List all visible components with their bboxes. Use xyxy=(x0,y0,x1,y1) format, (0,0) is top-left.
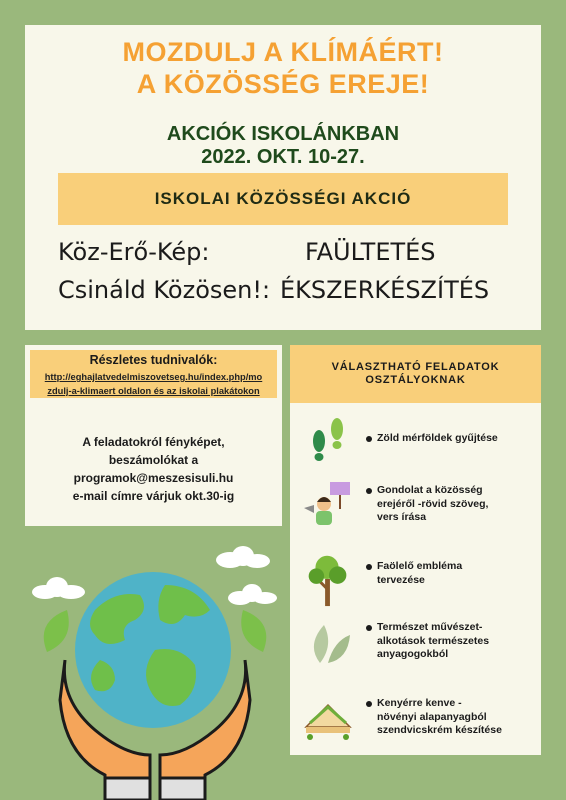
task-line: erejéről -rövid szöveg, xyxy=(377,497,489,510)
task-line: tervezése xyxy=(377,573,425,586)
header-panel xyxy=(25,25,541,330)
task-bullet xyxy=(366,701,372,707)
task-line: szendvicskrém készítése xyxy=(377,724,502,736)
leaf-icon xyxy=(302,617,354,669)
globe-icon xyxy=(75,572,231,728)
cloud-icon xyxy=(216,546,270,568)
banner-text: ISKOLAI KÖZÖSSÉGI AKCIÓ xyxy=(154,189,412,208)
title-line2: A KÖZÖSSÉG EREJE! xyxy=(136,69,430,99)
task-line: Természet művészet- xyxy=(377,621,483,633)
task-line: anyagogokból xyxy=(377,648,449,660)
footprints-icon xyxy=(302,413,354,465)
task-item xyxy=(302,480,538,540)
task-item xyxy=(302,413,538,465)
task-line: Faölelő embléma xyxy=(377,560,463,572)
row2-value: ÉKSZERKÉSZÍTÉS xyxy=(280,276,490,304)
info-body-email[interactable]: programok@meszesisuli.hu xyxy=(73,471,234,485)
task-line: Kenyérre kenve - xyxy=(377,697,462,709)
info-label: Részletes tudnivalók: xyxy=(89,353,218,367)
action-banner xyxy=(58,173,508,225)
title-line1: MOZDULJ A KLÍMÁÉRT! xyxy=(122,37,444,67)
info-panel xyxy=(25,345,282,526)
leaf-right-icon xyxy=(241,610,266,652)
task-line: vers írása xyxy=(377,511,427,523)
sandwich-icon xyxy=(302,693,354,745)
tasks-panel xyxy=(290,345,541,755)
cloud-icon xyxy=(228,584,277,605)
tasks-heading-line1: VÁLASZTHATÓ FELADATOK xyxy=(331,361,500,373)
subtitle-line2: 2022. OKT. 10-27. xyxy=(201,146,365,168)
task-text xyxy=(377,432,537,446)
task-bullet xyxy=(366,625,372,631)
cloud-icon xyxy=(32,577,85,599)
globe-in-hands-illustration xyxy=(25,540,285,800)
task-text xyxy=(377,484,537,525)
task-line: alkotások természetes xyxy=(377,634,490,647)
info-link-line1[interactable]: http://eghajlatvedelmiszovetseg.hu/index.php/mo xyxy=(44,372,263,382)
task-line: növényi alapanyagból xyxy=(377,710,487,723)
tree-icon xyxy=(302,550,354,608)
info-body-line1: A feladatokról fényképet, xyxy=(82,435,225,449)
tasks-header xyxy=(290,345,541,403)
protester-icon xyxy=(302,480,354,532)
task-line: Zöld mérföldek gyűjtése xyxy=(377,432,498,444)
task-item xyxy=(302,550,538,610)
task-bullet xyxy=(366,564,372,570)
task-item xyxy=(302,617,538,677)
task-bullet xyxy=(366,436,372,442)
task-text xyxy=(377,621,537,662)
task-text xyxy=(377,560,537,587)
info-body xyxy=(25,433,282,505)
task-bullet xyxy=(366,488,372,494)
row2-label: Csináld Közösen!: xyxy=(58,276,271,304)
task-text xyxy=(377,697,537,738)
task-item xyxy=(302,693,538,749)
row1-value: FAÜLTETÉS xyxy=(305,238,436,266)
info-link-line2[interactable]: zdulj-a-klimaert oldalon és az iskolai plakátokon xyxy=(47,386,260,396)
tasks-heading-line2: OSZTÁLYOKNAK xyxy=(365,374,466,386)
subtitle-line1: AKCIÓK ISKOLÁNKBAN xyxy=(166,123,400,145)
info-body-line4: e-mail címre várjuk okt.30-ig xyxy=(72,489,235,503)
info-body-line2: beszámolókat a xyxy=(108,453,199,467)
task-line: Gondolat a közösség xyxy=(377,484,483,496)
leaf-left-icon xyxy=(44,610,69,652)
row1-label: Köz-Erő-Kép: xyxy=(58,238,210,266)
info-header xyxy=(30,350,277,398)
